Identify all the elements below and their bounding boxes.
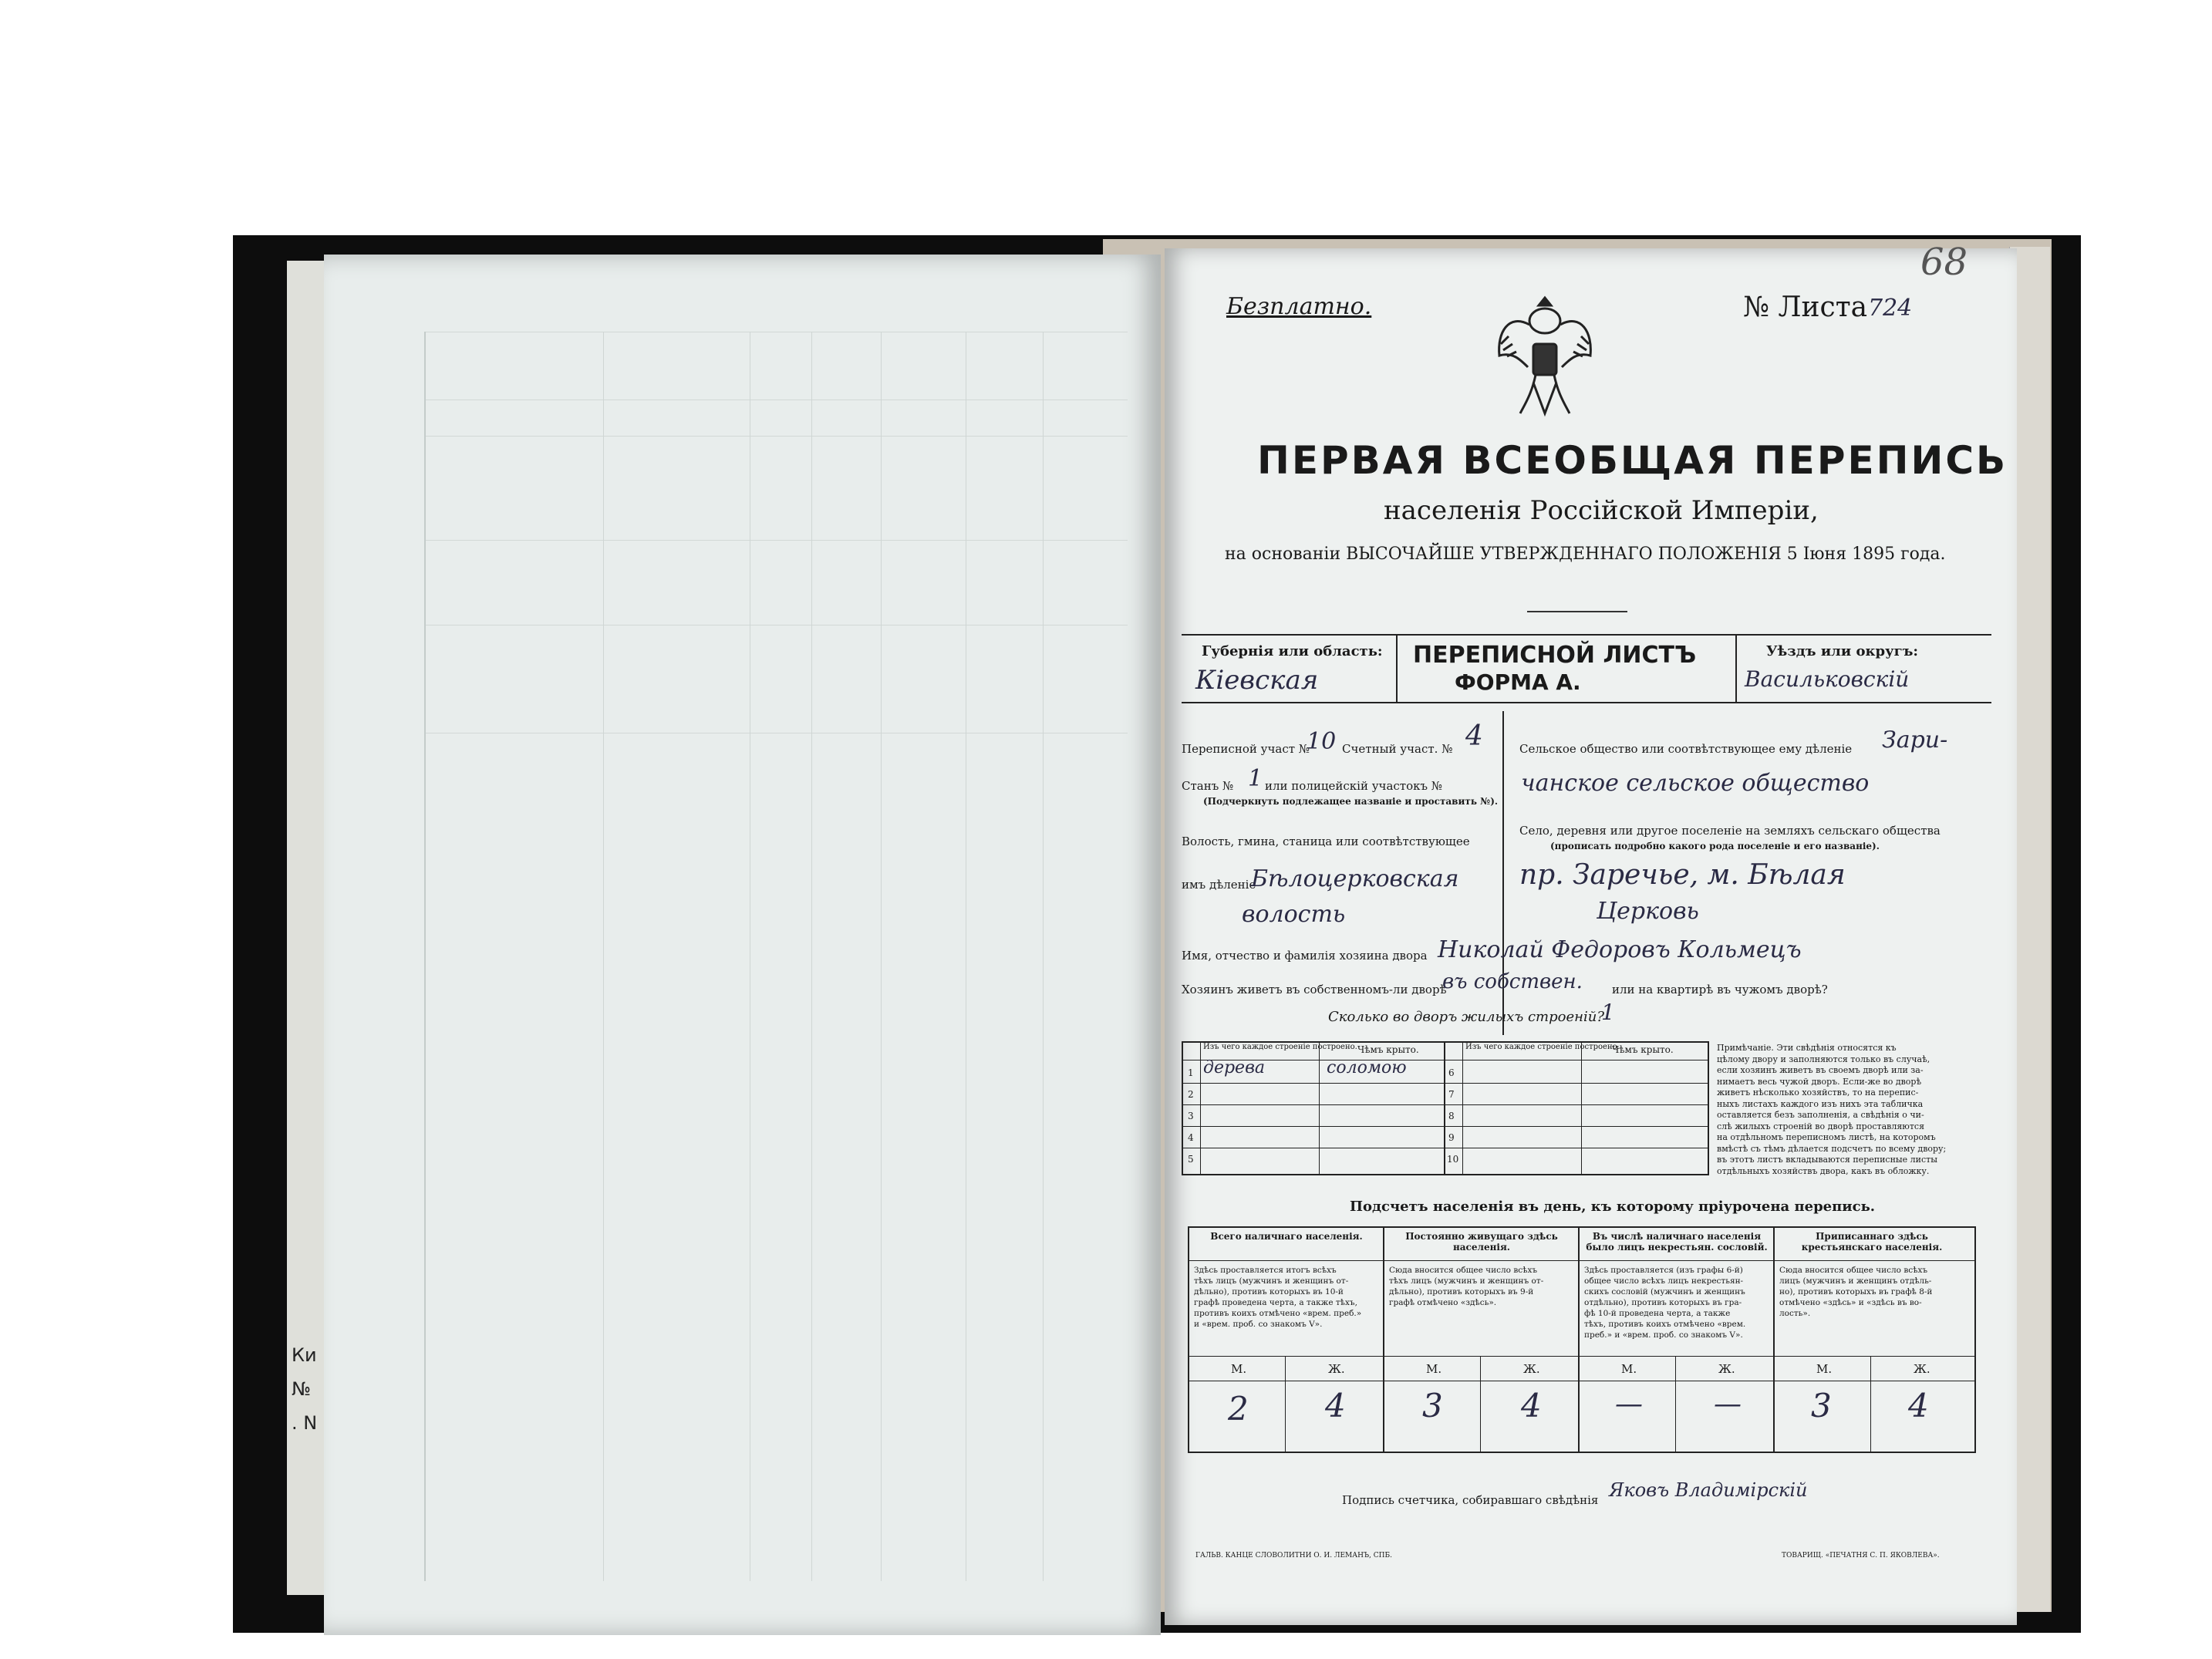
m-label: М.	[1621, 1362, 1637, 1376]
row-roof: соломою	[1327, 1058, 1407, 1077]
left-page	[324, 255, 1161, 1635]
desc-line: Здѣсь проставляется (изъ графы 6-й)	[1584, 1266, 1743, 1275]
province-label: Губернія или область:	[1202, 643, 1383, 659]
edge-letter: Ки	[292, 1344, 317, 1366]
left-edge-letters	[292, 1338, 317, 1440]
note-line: цѣлому двору и заполняются только въ случаѣ,	[1717, 1054, 1930, 1064]
note-line: живетъ нѣсколько хозяйствъ, то на перепис-	[1717, 1087, 1919, 1098]
district-value: 10	[1307, 728, 1337, 755]
own-house-label: Хозяинъ живетъ въ собственномъ-ли дворѣ	[1182, 983, 1447, 996]
group-desc	[1389, 1265, 1543, 1308]
note-line: ныхъ листахъ каждого изъ нихъ эта табличка	[1717, 1098, 1924, 1109]
own-house-value: въ собствен.	[1442, 970, 1583, 993]
volost-label: Волость, гмина, станица или соотвѣтствующее	[1182, 835, 1470, 848]
province-value: Кіевская	[1195, 665, 1319, 696]
village-label: Село, деревня или другое поселеніе на земляхъ сельскаго общества	[1519, 824, 1941, 838]
desc-line: дѣльно), противъ которыхъ въ 9-й	[1389, 1287, 1534, 1297]
f-label: Ж.	[1328, 1362, 1345, 1376]
desc-line: тѣхъ, противъ коихъ отмѣчено «врем.	[1584, 1320, 1746, 1329]
underline-note: (Подчеркнуть подлежащее названіе и проставить №).	[1203, 796, 1499, 807]
group-head: Въ числѣ наличнаго населенія было лицъ некрестьян. сословій.	[1586, 1231, 1768, 1253]
note-line: вмѣстѣ съ тѣмъ дѣлается подсчетъ по всему двору;	[1717, 1143, 1947, 1154]
desc-line: графѣ отмѣчено «здѣсь».	[1389, 1298, 1497, 1307]
note-line: оставляется безъ заполненія, а свѣдѣнія о чи-	[1717, 1110, 1924, 1120]
count-value: 4	[1465, 720, 1483, 752]
m-label: М.	[1231, 1362, 1247, 1376]
col-roof-left: Чѣмъ крыто.	[1357, 1044, 1419, 1055]
police-label: или полицейскій участокъ №	[1265, 779, 1443, 793]
buildings-label: Сколько во дворъ жилыхъ строеній?	[1328, 1009, 1604, 1025]
count-male: 2	[1228, 1390, 1249, 1428]
signature-label: Подпись счетчика, собиравшаго свѣдѣнія	[1342, 1493, 1599, 1507]
desc-line: противъ коихъ отмѣчено «врем. преб.»	[1194, 1309, 1362, 1318]
row-num: 8	[1448, 1111, 1455, 1121]
row-material: дерева	[1203, 1058, 1265, 1077]
col-material-right: Изъ чего каждое строеніе построено.	[1465, 1043, 1620, 1051]
desc-line: Здѣсь проставляется итогъ всѣхъ	[1194, 1266, 1337, 1275]
group-head: Постоянно живущаго здѣсь населенія.	[1405, 1231, 1558, 1253]
desc-line: тѣхъ лицъ (мужчинъ и женщинъ от-	[1194, 1276, 1349, 1286]
note-line: въ этотъ листъ вкладываются переписные листы	[1717, 1155, 1937, 1165]
desc-line: скихъ сословій (мужчинъ и женщинъ	[1584, 1287, 1745, 1297]
edge-letter: . N	[292, 1412, 318, 1434]
desc-line: отмѣчено «здѣсь» и «здѣсь въ во-	[1779, 1298, 1922, 1307]
row-num: 6	[1448, 1067, 1455, 1078]
desc-line: и «врем. проб. со знакомъ V».	[1194, 1320, 1323, 1329]
row-num: 4	[1188, 1132, 1194, 1143]
col-material-left: Изъ чего каждое строеніе построено.	[1203, 1043, 1357, 1051]
sheet-title: ПЕРЕПИСНОЙ ЛИСТЪ	[1413, 642, 1697, 669]
row-num: 3	[1188, 1111, 1194, 1121]
desc-line: Сюда вносится общее число всѣхъ	[1779, 1266, 1928, 1275]
row-num: 2	[1188, 1089, 1194, 1100]
census-form-page	[1165, 241, 2017, 1625]
imperial-eagle-icon	[1493, 290, 1597, 421]
m-label: М.	[1426, 1362, 1442, 1376]
group-desc	[1779, 1265, 1932, 1319]
uezd-label: Уѣздъ или округъ:	[1766, 643, 1919, 659]
count-female: 4	[1521, 1387, 1542, 1425]
stan-label: Станъ №	[1182, 779, 1234, 793]
buildings-value: 1	[1601, 1000, 1615, 1025]
left-imprint: ГАЛЬВ. КАНЦЕ СЛОВОЛИТНИ О. И. ЛЕМАНЪ, СПБ.	[1195, 1552, 1392, 1560]
uezd-value: Васильковскій	[1745, 666, 1910, 692]
count-female: 4	[1325, 1387, 1346, 1425]
f-label: Ж.	[1914, 1362, 1930, 1376]
basis-line: на основаніи ВЫСОЧАЙШЕ УТВЕРЖДЕННАГО ПОЛОЖЕНІЯ 5 Іюня 1895 года.	[1225, 545, 1946, 564]
count-title: Подсчетъ населенія въ день, къ которому пріурочена перепись.	[1350, 1199, 1876, 1215]
note-line: нимаетъ весь чужой дворъ. Если-же во дворѣ	[1717, 1076, 1922, 1087]
row-num: 7	[1448, 1089, 1455, 1100]
owner-label: Имя, отчество и фамилія хозяина двора	[1182, 949, 1428, 963]
volost-label2: имъ дѣленіе	[1182, 878, 1256, 892]
count-male: 3	[1422, 1387, 1443, 1425]
group-head: Всего наличнаго населенія.	[1210, 1231, 1363, 1242]
count-male: —	[1615, 1388, 1643, 1420]
row-num: 10	[1447, 1154, 1459, 1165]
left-page-grid	[424, 332, 1128, 1581]
row-num: 5	[1188, 1154, 1194, 1165]
village-value: пр. Заречье, м. Бѣлая	[1519, 859, 1846, 891]
ornament-divider	[1527, 611, 1627, 612]
note-line: отдѣльныхъ хозяйствъ двора, какъ въ обложку.	[1717, 1165, 1930, 1176]
desc-line: фѣ 10-й проведена черта, а также	[1584, 1309, 1731, 1318]
note-block	[1717, 1043, 1946, 1177]
village-note: (прописать подробно какого рода поселеніе и его названіе).	[1550, 841, 1880, 851]
right-imprint: ТОВАРИЩ. «ПЕЧАТНЯ С. П. ЯКОВЛЕВА».	[1782, 1552, 1940, 1560]
desc-line: отдѣльно), противъ которыхъ въ гра-	[1584, 1298, 1742, 1307]
f-label: Ж.	[1523, 1362, 1540, 1376]
desc-line: графѣ проведена черта, а также тѣхъ,	[1194, 1298, 1357, 1307]
form-name: ФОРМА А.	[1455, 669, 1581, 695]
own-house-label2: или на квартирѣ въ чужомъ дворѣ?	[1612, 983, 1828, 996]
district-label: Переписной участ №	[1182, 742, 1310, 756]
desc-line: тѣхъ лицъ (мужчинъ и женщинъ от-	[1389, 1276, 1544, 1286]
desc-line: лость».	[1779, 1309, 1811, 1318]
count-female: 4	[1908, 1387, 1929, 1425]
stan-value: 1	[1248, 765, 1263, 792]
note-line: если хозяинъ живетъ въ своемъ дворѣ или за-	[1717, 1065, 1924, 1075]
group-head: Приписаннаго здѣсь крестьянскаго населенія.	[1801, 1231, 1943, 1253]
count-label: Счетный участ. №	[1342, 742, 1453, 756]
owner-value: Николай Федоровъ Кольмецъ	[1438, 936, 1802, 963]
note-line: слѣ жилыхъ строеній во дворѣ проставляются	[1717, 1121, 1925, 1131]
form-subtitle: населенія Россійской Имперіи,	[1384, 495, 1819, 526]
desc-line: Сюда вносится общее число всѣхъ	[1389, 1266, 1538, 1275]
m-label: М.	[1816, 1362, 1833, 1376]
col-roof-right: Чѣмъ крыто.	[1612, 1044, 1674, 1055]
group-desc	[1194, 1265, 1361, 1330]
corner-number: 68	[1920, 241, 1968, 284]
society-label: Сельское общество или соотвѣтствующее ему дѣленіе	[1519, 742, 1853, 756]
free-label: Безплатно.	[1226, 293, 1372, 320]
society-value: Зари-	[1882, 727, 1948, 754]
form-title: ПЕРВАЯ ВСЕОБЩАЯ ПЕРЕПИСЬ	[1257, 438, 2008, 483]
count-female: —	[1714, 1388, 1742, 1420]
volost-value: Бѣлоцерковская	[1251, 865, 1459, 892]
volost-value2: волость	[1242, 901, 1346, 928]
f-label: Ж.	[1718, 1362, 1735, 1376]
desc-line: лицъ (мужчинъ и женщинъ отдѣль-	[1779, 1276, 1932, 1286]
society-value2: чанское сельское общество	[1521, 770, 1870, 797]
count-male: 3	[1811, 1387, 1832, 1425]
row-num: 1	[1188, 1067, 1194, 1078]
sheet-number-label: № Листа	[1743, 292, 1868, 323]
signature-value: Яковъ Владимірскій	[1609, 1479, 1808, 1501]
desc-line: общее число всѣхъ лицъ некрестьян-	[1584, 1276, 1744, 1286]
row-num: 9	[1448, 1132, 1455, 1143]
desc-line: но), противъ которыхъ въ графѣ 8-й	[1779, 1287, 1933, 1297]
desc-line: дѣльно), противъ которыхъ въ 10-й	[1194, 1287, 1344, 1297]
sheet-number-value: 724	[1868, 295, 1913, 322]
village-value2: Церковь	[1597, 898, 1699, 925]
note-line: на отдѣльномъ переписномъ листѣ, на которомъ	[1717, 1132, 1936, 1142]
group-desc	[1584, 1265, 1745, 1340]
edge-letter: №	[292, 1378, 311, 1400]
note-line: Примѣчаніе. Эти свѣдѣнія относятся къ	[1717, 1043, 1897, 1053]
desc-line: преб.» и «врем. проб. со знакомъ V».	[1584, 1330, 1743, 1340]
